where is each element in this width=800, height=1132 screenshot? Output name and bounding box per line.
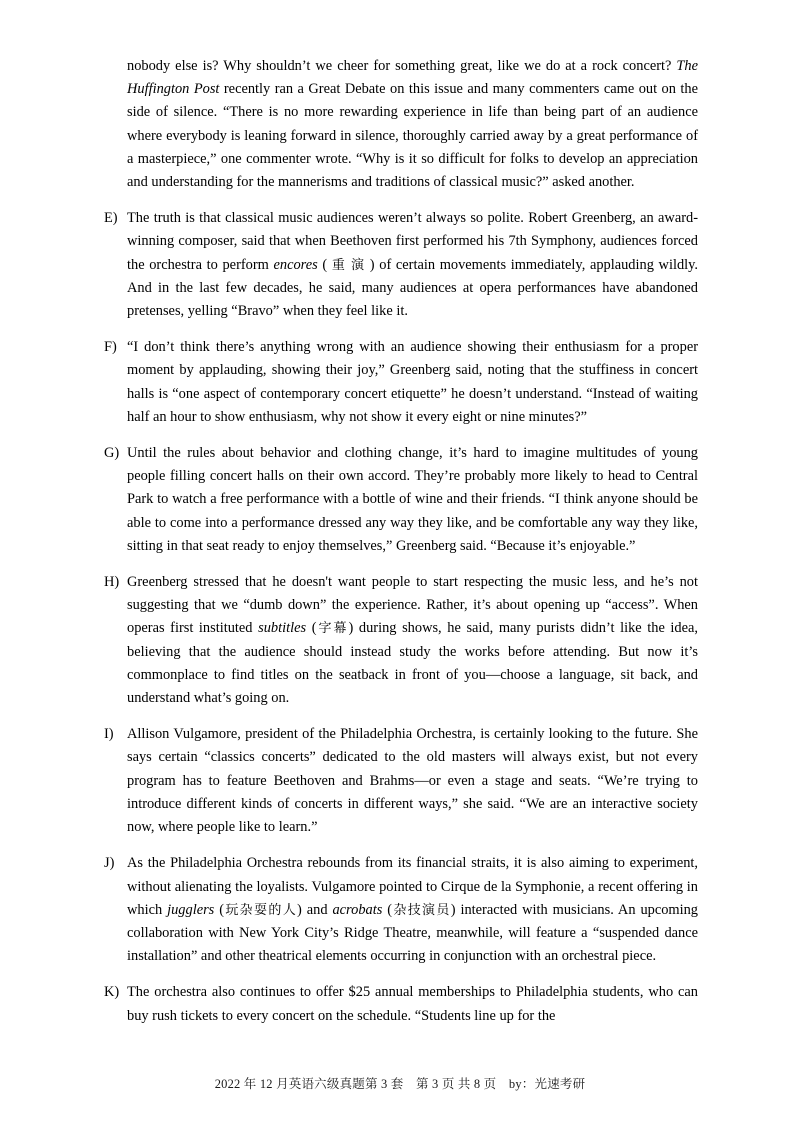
text-run: ( [317,256,332,273]
paragraph-text [127,55,698,194]
paragraph-marker: E) [104,210,118,227]
text-run: Greenberg stressed that he doesn't want people to start respecting the music less, and he’s not suggesting that we “dumb down” the experience. Rather, it’s about opening up “access”. When operas first instituted [127,574,698,637]
chinese-gloss: 字幕 [316,621,349,637]
chinese-gloss: 杂技演员 [392,902,451,918]
footer-credit: by：光速考研 [508,1077,586,1091]
paragraph-e [104,207,698,323]
paragraph-marker: F) [104,339,117,356]
paragraph-marker: J) [104,855,115,872]
paragraph-f [104,336,698,429]
paragraph-g [104,442,698,558]
paragraph-text [127,207,698,323]
paragraph-text [127,571,698,710]
paragraph-continuation [104,55,698,194]
page-footer [0,1076,800,1092]
paragraph-text [127,336,698,429]
chinese-gloss: 重 演 [331,257,366,273]
text-run: ) during shows, he said, many purists didn’t like the idea, believing that the audience should instead study the works before attending. But now it’s commonplace to find titles on the seatback in front of you—choose a language, sit back, and understand what’s going on. [127,620,698,707]
text-run: As the Philadelphia Orchestra rebounds from its financial straits, it is also aiming to experiment, without alienating the loyalists. Vulgamore pointed to Cirque de la Symphonie, a recent offering in which [127,855,698,918]
footer-spacer [408,1076,416,1091]
text-run: The truth is that classical music audiences weren’t always so polite. Robert Greenberg, an award-winning composer, said that when Beethoven first performed his 7th Symphony, audiences forced the orchestra to perform [127,210,698,273]
passage-body [104,55,698,1041]
italic-term: encores [273,256,318,273]
paragraph-j [104,852,698,968]
text-run: “I don’t think there’s anything wrong with an audience showing their enthusiasm for a proper moment by applauding, showing their joy,” Greenberg said, noting that the stuffiness in concert halls is “one aspect of contemporary concert etiquette” he doesn’t understand. “Instead of waiting half an hour to show enthusiasm, why not show it every eight or nine minutes?” [127,339,698,425]
paragraph-marker: G) [104,445,120,462]
text-run: ) interacted with musicians. An upcoming collaboration with New York City’s Ridge Theatre, meanwhile, will feature a “suspended dance installation” and other theatrical elements occurring in conjunction with an orchestral piece. [127,901,699,965]
paragraph-text [127,723,698,839]
text-run: ( [306,620,317,637]
paragraph-marker: I) [104,726,114,743]
paragraph-k [104,981,698,1027]
footer-page-label: 第 3 页 共 8 页 [416,1077,497,1091]
text-run: ( [214,901,225,918]
text-run: Allison Vulgamore, president of the Philadelphia Orchestra, is certainly looking to the future. She says certain “classics concerts” dedicated to the old masters will always exist, but not every program has to feature Beethoven and Brahms—or even a stage and seats. “We’re trying to introduce different kinds of concerts in different ways,” she said. “We are an interactive society now, where people like to learn.” [127,726,698,836]
italic-term: The Huffington Post [127,58,698,98]
text-run: nobody else is? Why shouldn’t we cheer for something great, like we do at a rock concert? [127,58,677,74]
footer-spacer-2 [501,1076,509,1091]
text-run: recently ran a Great Debate on this issue and many commenters came out on the side of silence. “There is no more rewarding experience in life than being part of an audience where everybody is leaning forward in silence, thoroughly carried away by a great performance of a masterpiece,” one commenter wrote. “Why is it so difficult for folks to develop an appreciation and understanding for the mannerisms and traditions of classical music?” asked another. [127,81,698,191]
italic-term: subtitles [258,620,307,637]
italic-term: jugglers [167,901,215,918]
text-run: ( [382,901,393,918]
text-run: The orchestra also continues to offer $25 annual memberships to Philadelphia students, who can buy rush tickets to every concert on the schedule. “Students line up for the [127,984,698,1024]
chinese-gloss: 玩杂耍的人 [224,902,298,918]
paragraph-marker: K) [104,984,120,1001]
paragraph-i [104,723,698,839]
paragraph-text [127,852,698,968]
paragraph-h [104,571,698,710]
paragraph-text [127,981,698,1027]
paragraph-text [127,442,698,558]
paragraph-marker: H) [104,574,120,591]
text-run: ) of certain movements immediately, applauding wildly. And in the last few decades, he said, many audiences at opera performances have abandoned pretenses, yelling “Bravo” when they feel like it. [127,256,698,320]
text-run: ) and [297,901,333,918]
text-run: Until the rules about behavior and clothing change, it’s hard to imagine multitudes of young people filling concert halls on their own accord. They’re probably more likely to head to Central Park to watch a free performance with a bottle of wine and their friends. “I think anyone should be able to come into a performance dressed any way they like, and be comfortable any way they like, sitting in that seat ready to enjoy themselves,” Greenberg said. “Because it’s enjoyable.” [127,445,698,554]
italic-term: acrobats [332,901,383,918]
footer-exam-title: 2022 年 12 月英语六级真题第 3 套 [214,1077,404,1091]
